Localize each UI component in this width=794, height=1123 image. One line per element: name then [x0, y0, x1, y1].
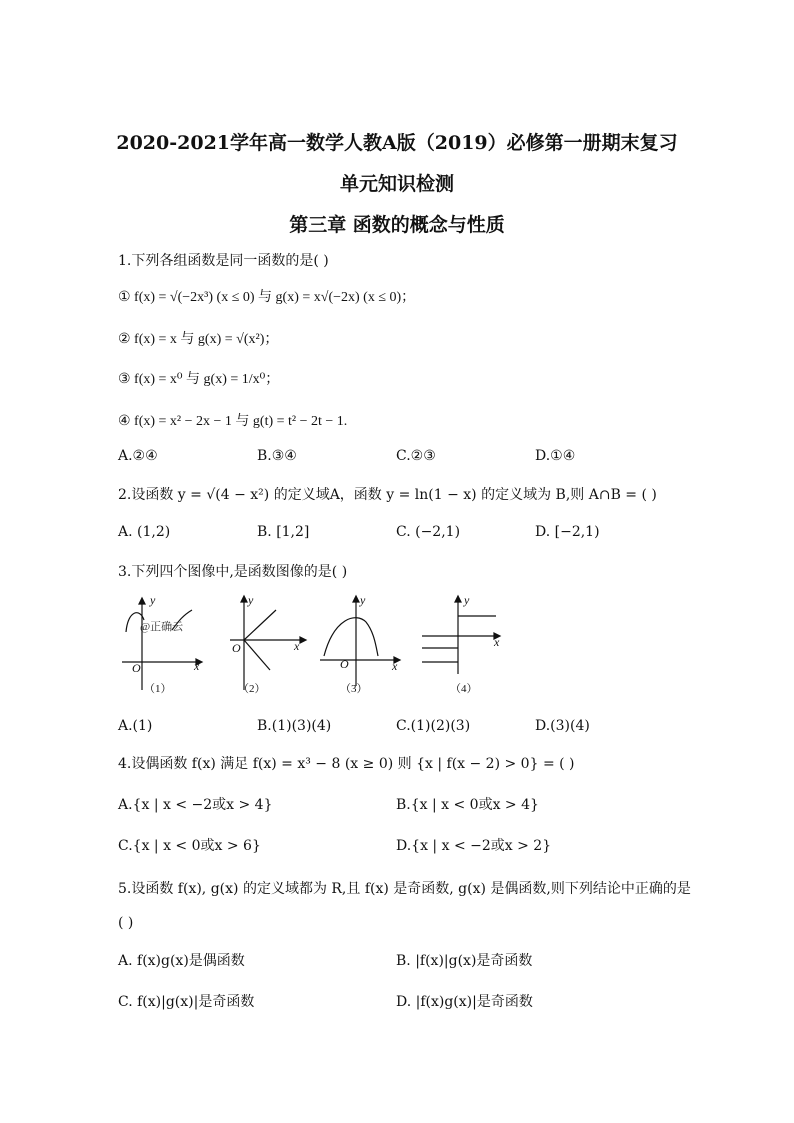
g3-origin: O [340, 657, 349, 671]
q5-answer-paren: ( ) [118, 915, 134, 931]
g4-caption: （4） [450, 683, 478, 695]
q5-stem: 5.设函数 f(x), g(x) 的定义域都为 R,且 f(x) 是奇函数, g(x) 是偶函数,则下列结论中正确的是 [118, 881, 691, 897]
q5-option-c: C. f(x)|g(x)|是奇函数 [118, 994, 255, 1010]
q4-option-d: D.{x | x < −2或x > 2} [396, 838, 552, 854]
graph-3 [320, 596, 400, 686]
q1-option-b: B.③④ [257, 448, 297, 464]
q1-item-2: ② f(x) = x 与 g(x) = √(x²)； [118, 332, 279, 347]
watermark: @正确云 [140, 621, 184, 633]
g1-x-label: x [194, 659, 200, 673]
q1-option-c: C.②③ [396, 448, 436, 464]
g3-caption: （3） [340, 683, 368, 695]
g4-y-label: y [464, 593, 470, 607]
q3-option-a: A.(1) [118, 718, 153, 734]
g3-y-label: y [360, 593, 366, 607]
graph-1 [122, 598, 202, 690]
q2-option-b: B. [1,2] [257, 524, 310, 540]
q2-option-c: C. (−2,1) [396, 524, 461, 540]
q4-option-b: B.{x | x < 0或x > 4} [396, 797, 539, 813]
q1-option-d: D.①④ [535, 448, 576, 464]
q1-item-4: ④ f(x) = x² − 2x − 1 与 g(t) = t² − 2t − 1. [118, 414, 348, 429]
q3-graphs [110, 590, 530, 700]
graph-4 [422, 596, 500, 674]
q5-option-d: D. |f(x)g(x)|是奇函数 [396, 994, 533, 1010]
q3-option-b: B.(1)(3)(4) [257, 718, 332, 734]
g1-y-label: y [150, 593, 156, 607]
q1-item-1: ① f(x) = √(−2x³) (x ≤ 0) 与 g(x) = x√(−2x) (x ≤ 0)； [118, 290, 416, 305]
q4-option-c: C.{x | x < 0或x > 6} [118, 838, 261, 854]
q3-option-c: C.(1)(2)(3) [396, 718, 471, 734]
q5-option-a: A. f(x)g(x)是偶函数 [118, 953, 245, 969]
q4-stem: 4.设偶函数 f(x) 满足 f(x) = x³ − 8 (x ≥ 0) 则 {x | f(x − 2) > 0} = ( ) [118, 756, 575, 772]
g1-origin: O [132, 661, 141, 675]
q2-option-a: A. (1,2) [118, 524, 171, 540]
g4-x-label: x [494, 635, 500, 649]
g2-caption: （2） [238, 683, 266, 695]
q1-stem: 1.下列各组函数是同一函数的是( ) [118, 253, 329, 269]
document-subtitle: 单元知识检测 [339, 173, 454, 195]
q4-option-a: A.{x | x < −2或x > 4} [118, 797, 273, 813]
g2-origin: O [232, 641, 241, 655]
q3-stem: 3.下列四个图像中,是函数图像的是( ) [118, 564, 348, 580]
document-title: 2020-2021学年高一数学人教A版（2019）必修第一册期末复习 [116, 132, 678, 154]
q2-stem: 2.设函数 y = √(4 − x²) 的定义域A，函数 y = ln(1 − x) 的定义域为 B,则 A∩B = ( ) [118, 487, 657, 503]
g2-x-label: x [294, 639, 300, 653]
q1-item-3: ③ f(x) = x⁰ 与 g(x) = 1/x⁰； [118, 372, 280, 387]
q3-option-d: D.(3)(4) [535, 718, 590, 734]
q1-option-a: A.②④ [118, 448, 158, 464]
q2-option-d: D. [−2,1) [535, 524, 600, 540]
q5-option-b: B. |f(x)|g(x)是奇函数 [396, 953, 533, 969]
chapter-title: 第三章 函数的概念与性质 [289, 214, 505, 236]
g2-y-label: y [248, 593, 254, 607]
g3-x-label: x [392, 659, 398, 673]
g1-caption: （1） [144, 683, 172, 695]
